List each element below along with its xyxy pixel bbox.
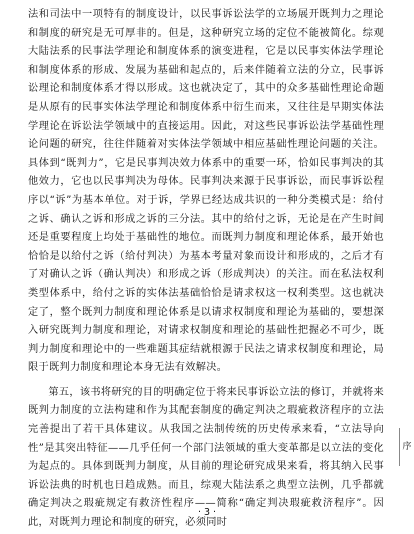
side-tab-label: 序	[402, 442, 412, 452]
paragraph-fifth-point: 第五，该书将研究的目的明确定位于将来民事诉讼立法的修订，并就将来既判力制度的立法构建和作为其配套制度的确定判决之瑕疵救济程序的立法完善提出了若干具体建议。从我国之法制传统的历史传承来看，“立法导向性”是其突出特征——几乎任何一个部门法领域的重大变革都是以立法的变化为起点的。具体到既判力制度，从目前的理论研究成果来看，将其纳入民事诉讼法典的时机也日趋成熟。而且，综观大陆法系之典型立法例，几乎都就确定判决之瑕疵规定有救济性程序——简称“确定判决瑕疵救济程序”。因此，对既判力理论和制度的研究，必须同时	[28, 386, 384, 529]
page-number: · 3 ·	[197, 507, 217, 518]
paragraph-continued: 法和司法中一项特有的制度设计，以民事诉讼法学的立场展开既判力之理论和制度的研究是无可厚非的。但是，这种研究立场的定位不能被简化。综观大陆法系的民事法学理论和制度体系的演变进程，它是以民事实体法学理论和制度体系的形成、发展为基础和起点的，后来伴随着立法的分立，民事诉讼理论和制度体系才得以形成。这也就决定了，其中的众多基础性理论命题是从原有的民事实体法学理论和制度体系中衍生而来，又往往是早期实体法学理论在诉讼法学领域中的直接运用。因此，对这些民事诉讼法学基础性理论问题的研究，往往伴随着对实体法学领域中相应基础性理论问题的关注。具体到“既判力”，它是民事判决效力体系中的重要一环，恰如民事判决的其他效力，它也以民事判决为母体。民事判决来源于民事诉讼，而民事诉讼程序以“诉”为基本单位。对于诉，学界已经达成共识的一种分类模式是：给付之诉、确认之诉和形成之诉的三分法。其中的给付之诉，无论是在产生时间还是重要程度上均处于基础性的地位。而既判力制度和理论体系，最开始也恰恰是以给付之诉（给付判决）为基本考量对象而设计和形成的，之后才有了对确认之诉（确认判决）和形成之诉（形成判决）的关注。而在私法权利类型体系中，给付之诉的实体法基础恰恰是请求权这一权利类型。这也就决定了，整个既判力制度和理论体系是以请求权制度和理论为基础的，要想深入研究既判力制度和理论，对请求权制度和理论的基础性把握必不可少，既判力制度和理论中的一些难题其症结就根源于民法之请求权制度和理论，局限于既判力制度和理论本身无法有效解决。	[28, 9, 384, 374]
body-text	[28, 6, 384, 533]
